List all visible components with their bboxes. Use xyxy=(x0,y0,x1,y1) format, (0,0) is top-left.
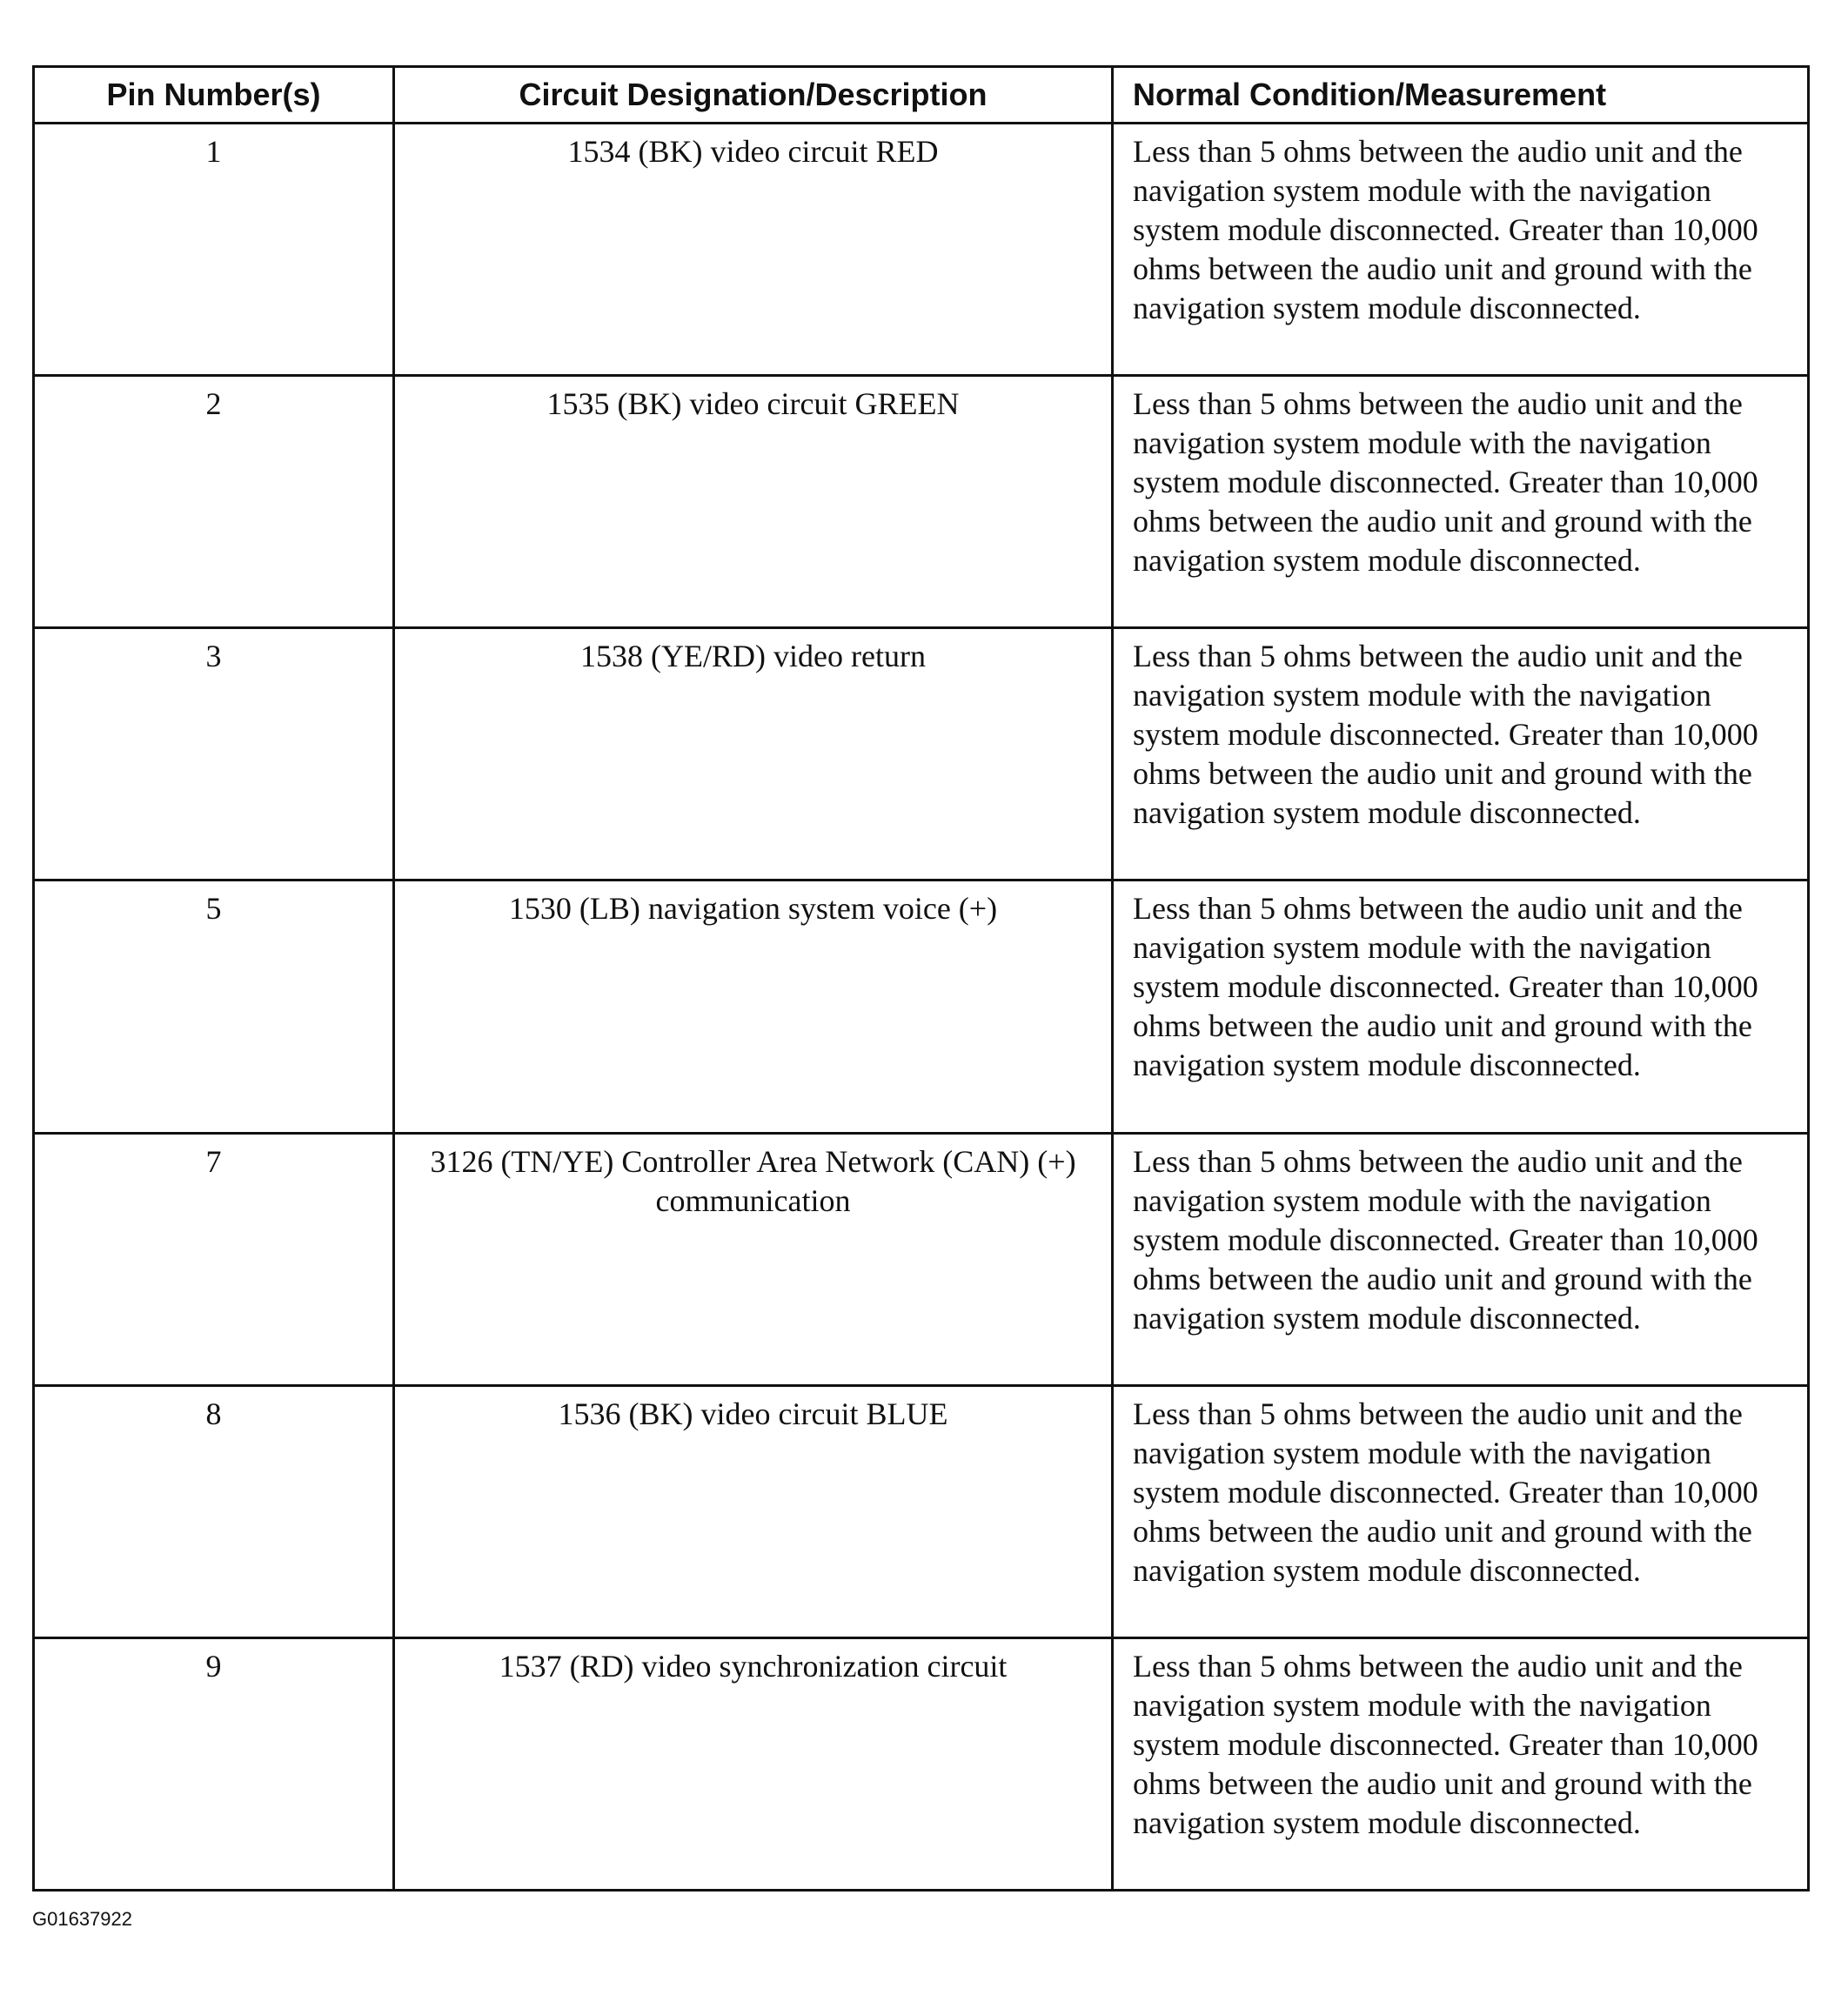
table-row xyxy=(34,376,1809,628)
measurement-cell: Less than 5 ohms between the audio unit and the navigation system module with the navigation system module disconnected. Greater than 10,000 ohms between the audio unit and ground with the navigation system module disconnected. xyxy=(1113,376,1809,628)
pin-cell: 8 xyxy=(34,1385,394,1637)
header-normal-condition: Normal Condition/Measurement xyxy=(1113,67,1809,124)
figure-id: G01637922 xyxy=(32,1908,132,1930)
header-circuit-designation: Circuit Designation/Description xyxy=(394,67,1113,124)
measurement-cell: Less than 5 ohms between the audio unit and the navigation system module with the navigation system module disconnected. Greater than 10,000 ohms between the audio unit and ground with the navigation system module disconnected. xyxy=(1113,1133,1809,1385)
table-row xyxy=(34,1133,1809,1385)
circuit-cell: 1530 (LB) navigation system voice (+) xyxy=(394,880,1113,1133)
measurement-cell: Less than 5 ohms between the audio unit and the navigation system module with the navigation system module disconnected. Greater than 10,000 ohms between the audio unit and ground with the navigation system module disconnected. xyxy=(1113,1637,1809,1890)
pin-cell: 1 xyxy=(34,124,394,376)
table-row xyxy=(34,1385,1809,1637)
pin-cell: 5 xyxy=(34,880,394,1133)
measurement-cell: Less than 5 ohms between the audio unit and the navigation system module with the navigation system module disconnected. Greater than 10,000 ohms between the audio unit and ground with the navigation system module disconnected. xyxy=(1113,880,1809,1133)
table-row xyxy=(34,124,1809,376)
header-row xyxy=(34,67,1809,124)
measurement-cell: Less than 5 ohms between the audio unit and the navigation system module with the navigation system module disconnected. Greater than 10,000 ohms between the audio unit and ground with the navigation system module disconnected. xyxy=(1113,124,1809,376)
pin-table xyxy=(32,65,1810,1892)
pin-cell: 7 xyxy=(34,1133,394,1385)
circuit-cell: 1536 (BK) video circuit BLUE xyxy=(394,1385,1113,1637)
header-pin-number: Pin Number(s) xyxy=(34,67,394,124)
measurement-cell: Less than 5 ohms between the audio unit and the navigation system module with the navigation system module disconnected. Greater than 10,000 ohms between the audio unit and ground with the navigation system module disconnected. xyxy=(1113,1385,1809,1637)
table-row xyxy=(34,628,1809,880)
pin-cell: 2 xyxy=(34,376,394,628)
circuit-cell: 1534 (BK) video circuit RED xyxy=(394,124,1113,376)
pin-cell: 3 xyxy=(34,628,394,880)
measurement-cell: Less than 5 ohms between the audio unit and the navigation system module with the navigation system module disconnected. Greater than 10,000 ohms between the audio unit and ground with the navigation system module disconnected. xyxy=(1113,628,1809,880)
table-row xyxy=(34,1637,1809,1890)
table-row xyxy=(34,880,1809,1133)
circuit-cell: 1537 (RD) video synchronization circuit xyxy=(394,1637,1113,1890)
pin-cell: 9 xyxy=(34,1637,394,1890)
circuit-cell: 3126 (TN/YE) Controller Area Network (CAN) (+) communication xyxy=(394,1133,1113,1385)
circuit-cell: 1538 (YE/RD) video return xyxy=(394,628,1113,880)
circuit-cell: 1535 (BK) video circuit GREEN xyxy=(394,376,1113,628)
